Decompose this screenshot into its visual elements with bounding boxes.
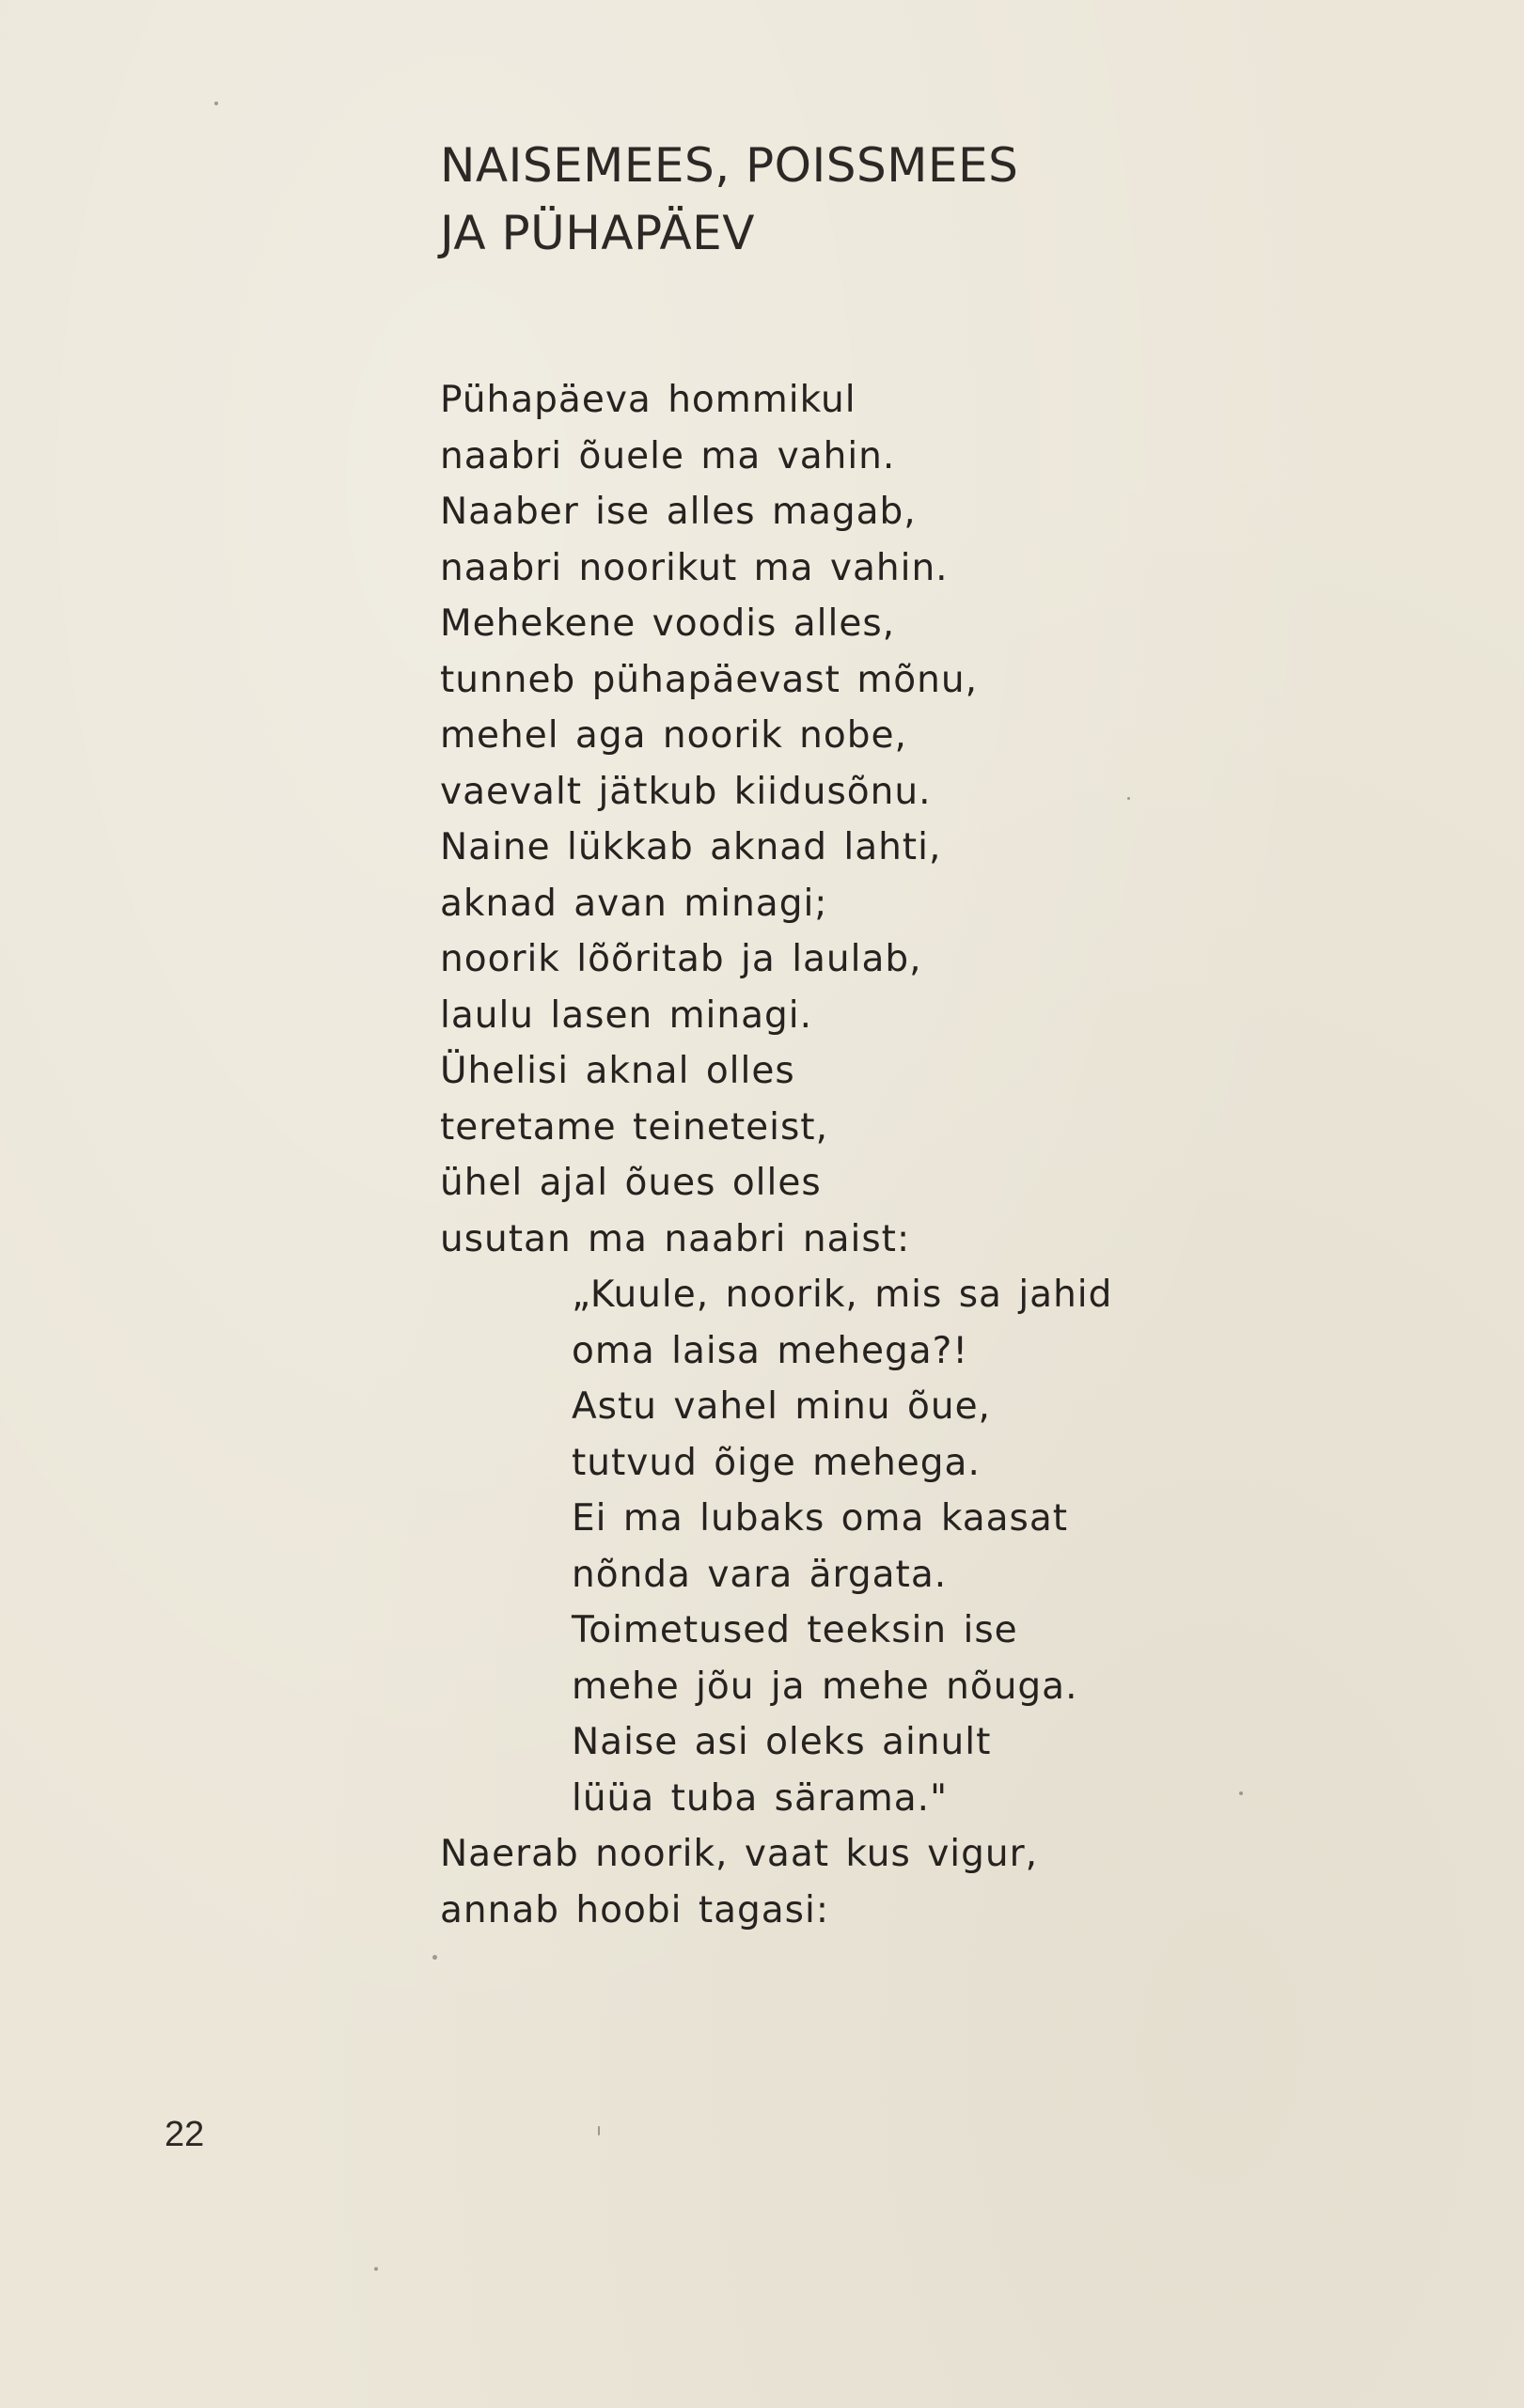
poem-line: Naine lükkab aknad lahti, (440, 826, 942, 868)
page-number: 22 (165, 2115, 205, 2154)
quote-line: nõnda vara ärgata. (572, 1553, 948, 1596)
poem-line: aknad avan minagi; (440, 882, 828, 925)
quote-line: Naise asi oleks ainult (572, 1721, 992, 1763)
quote-line: Ei ma lubaks oma kaasat (572, 1497, 1069, 1540)
quote-line: oma laisa mehega?! (572, 1329, 969, 1372)
quote-line: tutvud õige mehega. (572, 1441, 981, 1484)
poem-line: mehel aga noorik nobe, (440, 714, 907, 757)
paper-speck (214, 102, 218, 105)
poem-line: usutan ma naabri naist: (440, 1217, 911, 1260)
poem-line: Pühapäeva hommikul (440, 379, 856, 421)
poem-line: Ühelisi aknal olles (440, 1050, 795, 1092)
poem-title-line-2: JA PÜHAPÄEV (440, 206, 755, 260)
poem-line: Naaber ise alles magab, (440, 491, 917, 533)
quote-line: mehe jõu ja mehe nõuga. (572, 1665, 1078, 1708)
poem-line: teretame teineteist, (440, 1105, 828, 1149)
poem-title-line-1: NAISEMEES, POISSMEES (440, 138, 1019, 193)
quote-line: lüüa tuba särama." (572, 1776, 949, 1820)
quote-line: Astu vahel minu õue, (572, 1385, 991, 1428)
poem-line: ühel ajal õues olles (440, 1162, 822, 1204)
poem-line: Naerab noorik, vaat kus vigur, (440, 1833, 1039, 1875)
poem-line: tunneb pühapäevast mõnu, (440, 658, 979, 701)
poem-body (440, 372, 1474, 1938)
paper-speck (598, 2126, 600, 2135)
poem-line: annab hoobi tagasi: (440, 1888, 829, 1931)
paper-speck (1127, 797, 1130, 800)
paper-speck (1239, 1791, 1243, 1795)
paper-speck (432, 1955, 437, 1960)
poem-line: Mehekene voodis alles, (440, 602, 896, 645)
quote-line: Toimetused teeksin ise (572, 1609, 1018, 1651)
paper-speck (374, 2267, 378, 2271)
poem-title (440, 132, 1192, 267)
quote-line: „Kuule, noorik, mis sa jahid (572, 1274, 1113, 1316)
poem-line: naabri noorikut ma vahin. (440, 546, 949, 589)
poem-line: naabri õuele ma vahin. (440, 434, 896, 477)
poem-line: vaevalt jätkub kiidusõnu. (440, 770, 932, 813)
poem-line: noorik lõõritab ja laulab, (440, 938, 922, 980)
poem-line: laulu lasen minagi. (440, 993, 812, 1037)
